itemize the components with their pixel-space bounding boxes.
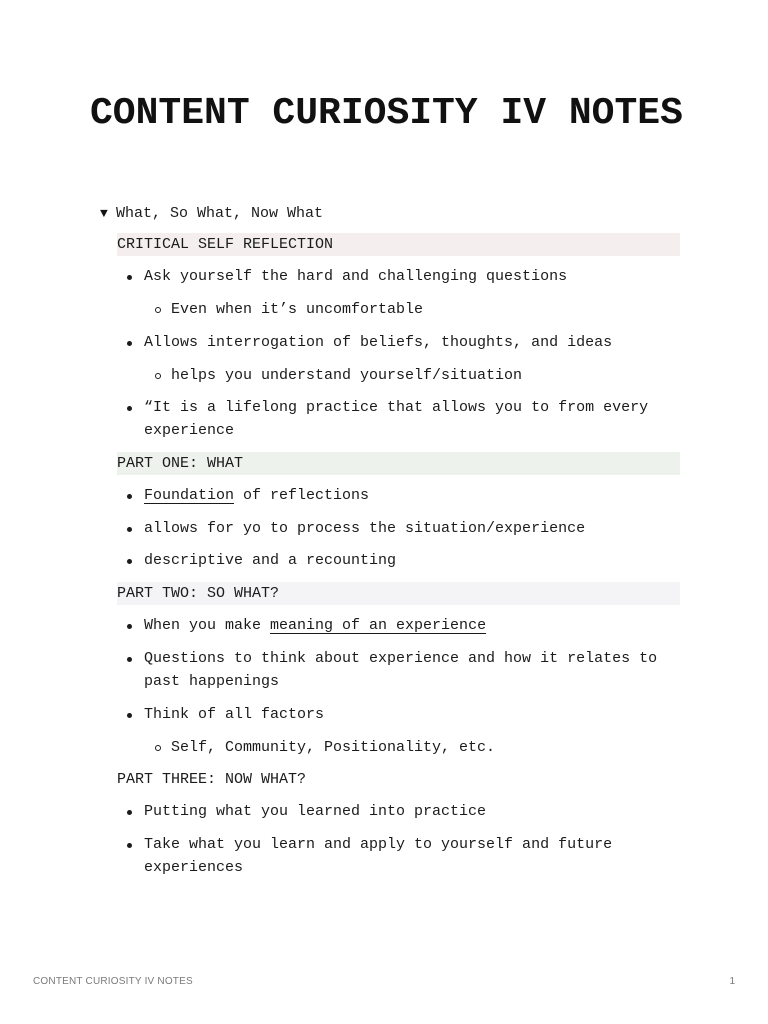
sub-list (144, 298, 680, 321)
list-item (117, 265, 680, 321)
list-item-text: Putting what you learned into practice (144, 803, 487, 821)
toggle-body (117, 233, 680, 879)
bullet-icon (127, 624, 132, 629)
bullet-icon (127, 275, 132, 280)
bullet-icon (127, 713, 132, 718)
underlined-text: meaning of an experience (270, 617, 487, 635)
hollow-bullet-icon (155, 745, 161, 751)
list-item-text: Ask yourself the hard and challenging questions (144, 268, 568, 285)
bullet-icon (127, 341, 132, 346)
bullet-icon (127, 657, 132, 662)
part-one-list (117, 484, 680, 572)
list-item (117, 331, 680, 387)
sub-list-item (144, 736, 680, 759)
list-item (117, 703, 680, 759)
section-heading-part-one: PART ONE: WHAT (117, 452, 680, 475)
notes-content (100, 202, 680, 889)
list-item (117, 800, 680, 823)
list-item (117, 614, 680, 637)
list-item-text: of reflections (234, 487, 370, 505)
footer-page-number: 1 (729, 976, 735, 987)
footer-document-title: CONTENT CURIOSITY IV NOTES (33, 976, 193, 987)
underlined-text: Foundation (144, 487, 235, 505)
list-item-text: Think of all factors (144, 705, 325, 723)
section-heading-critical-self-reflection: CRITICAL SELF REFLECTION (117, 233, 680, 256)
triangle-down-icon[interactable]: ▼ (100, 206, 108, 221)
list-item-text: “It is a lifelong practice that allows you to from every experience (144, 399, 649, 440)
list-item-text: descriptive and a recounting (144, 552, 397, 570)
critical-list (117, 265, 680, 442)
toggle-header[interactable] (100, 202, 680, 225)
sub-list-item (144, 298, 680, 321)
list-item (117, 647, 680, 693)
list-item-text: Take what you learn and apply to yourself and future experiences (144, 835, 613, 876)
sub-list (144, 736, 680, 759)
hollow-bullet-icon (155, 307, 161, 313)
hollow-bullet-icon (155, 373, 161, 379)
list-item (117, 833, 680, 879)
list-item (117, 396, 680, 442)
part-three-list (117, 800, 680, 879)
section-heading-part-two: PART TWO: SO WHAT? (117, 582, 680, 605)
list-item-text: Allows interrogation of beliefs, thoughts, and ideas (144, 333, 613, 351)
list-item-text: allows for yo to process the situation/experience (144, 519, 586, 537)
part-two-list (117, 614, 680, 758)
list-item-text: When you make (144, 617, 271, 635)
page-title: CONTENT CURIOSITY IV NOTES (90, 92, 683, 135)
sub-list-item-text: helps you understand yourself/situation (171, 366, 523, 384)
list-item-text: Questions to think about experience and how it relates to past happenings (144, 649, 658, 690)
sub-list-item (144, 364, 680, 387)
sub-list-item-text: Even when it’s uncomfortable (171, 301, 424, 318)
list-item (117, 549, 680, 572)
toggle-label[interactable]: What, So What, Now What (116, 205, 324, 222)
bullet-icon (127, 406, 132, 411)
sub-list-item-text: Self, Community, Positionality, etc. (171, 738, 496, 756)
bullet-icon (127, 559, 132, 564)
bullet-icon (127, 527, 132, 532)
list-item (117, 484, 680, 507)
section-heading-part-three: PART THREE: NOW WHAT? (117, 771, 307, 789)
bullet-icon (127, 810, 132, 815)
bullet-icon (127, 843, 132, 848)
sub-list (144, 364, 680, 387)
bullet-icon (127, 494, 132, 499)
list-item (117, 517, 680, 540)
